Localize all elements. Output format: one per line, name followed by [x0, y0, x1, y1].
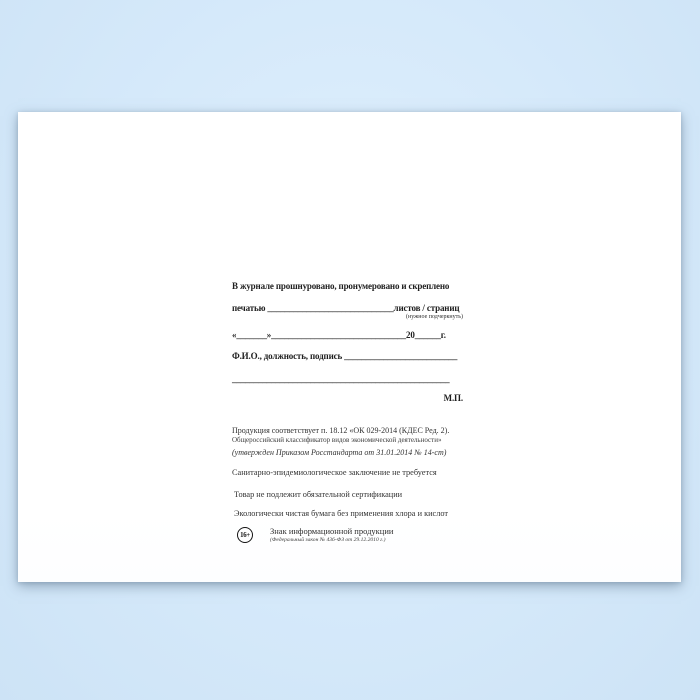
eco-paper-statement: Экологически чистая бумага без применения хлора и кислот	[234, 509, 449, 518]
information-product-sign-label: Знак информационной продукции	[270, 526, 394, 536]
blank-signature-line: __________________________________________________	[232, 374, 450, 384]
underline-applicable-note: (нужное подчеркнуть)	[406, 314, 463, 320]
journal-back-page	[18, 112, 681, 582]
date-fill-line: «_______»_______________________________20______г.	[232, 330, 446, 340]
stitched-numbered-header: В журнале прошнуровано, пронумеровано и скреплено	[232, 281, 450, 291]
okved-compliance-line2: Общероссийский классификатор видов экономической деятельности»	[232, 436, 442, 444]
certification-statement: Товар не подлежит обязательной сертификации	[234, 490, 403, 499]
sanitary-statement: Санитарно-эпидемиологическое заключение не требуется	[232, 468, 437, 477]
name-position-signature-line: Ф.И.О., должность, подпись __________________________	[232, 351, 458, 361]
age-mark-text	[270, 527, 393, 543]
okved-compliance-line1: Продукция соответствует п. 18.12 «ОК 029-2014 (КДЕС Ред. 2).	[232, 426, 450, 435]
age-16plus-icon: 16+	[237, 527, 253, 543]
federal-law-reference: (Федеральный закон № 436-ФЗ от 29.12.2010 г.)	[270, 537, 386, 544]
age-mark-row	[232, 527, 463, 543]
okved-approval-line: (утвержден Приказом Росстандарта от 31.01.2014 № 14-ст)	[232, 448, 447, 457]
sheets-pages-line: печатью _____________________________листов / страниц	[232, 303, 460, 313]
stamp-place-label: М.П.	[443, 393, 463, 403]
